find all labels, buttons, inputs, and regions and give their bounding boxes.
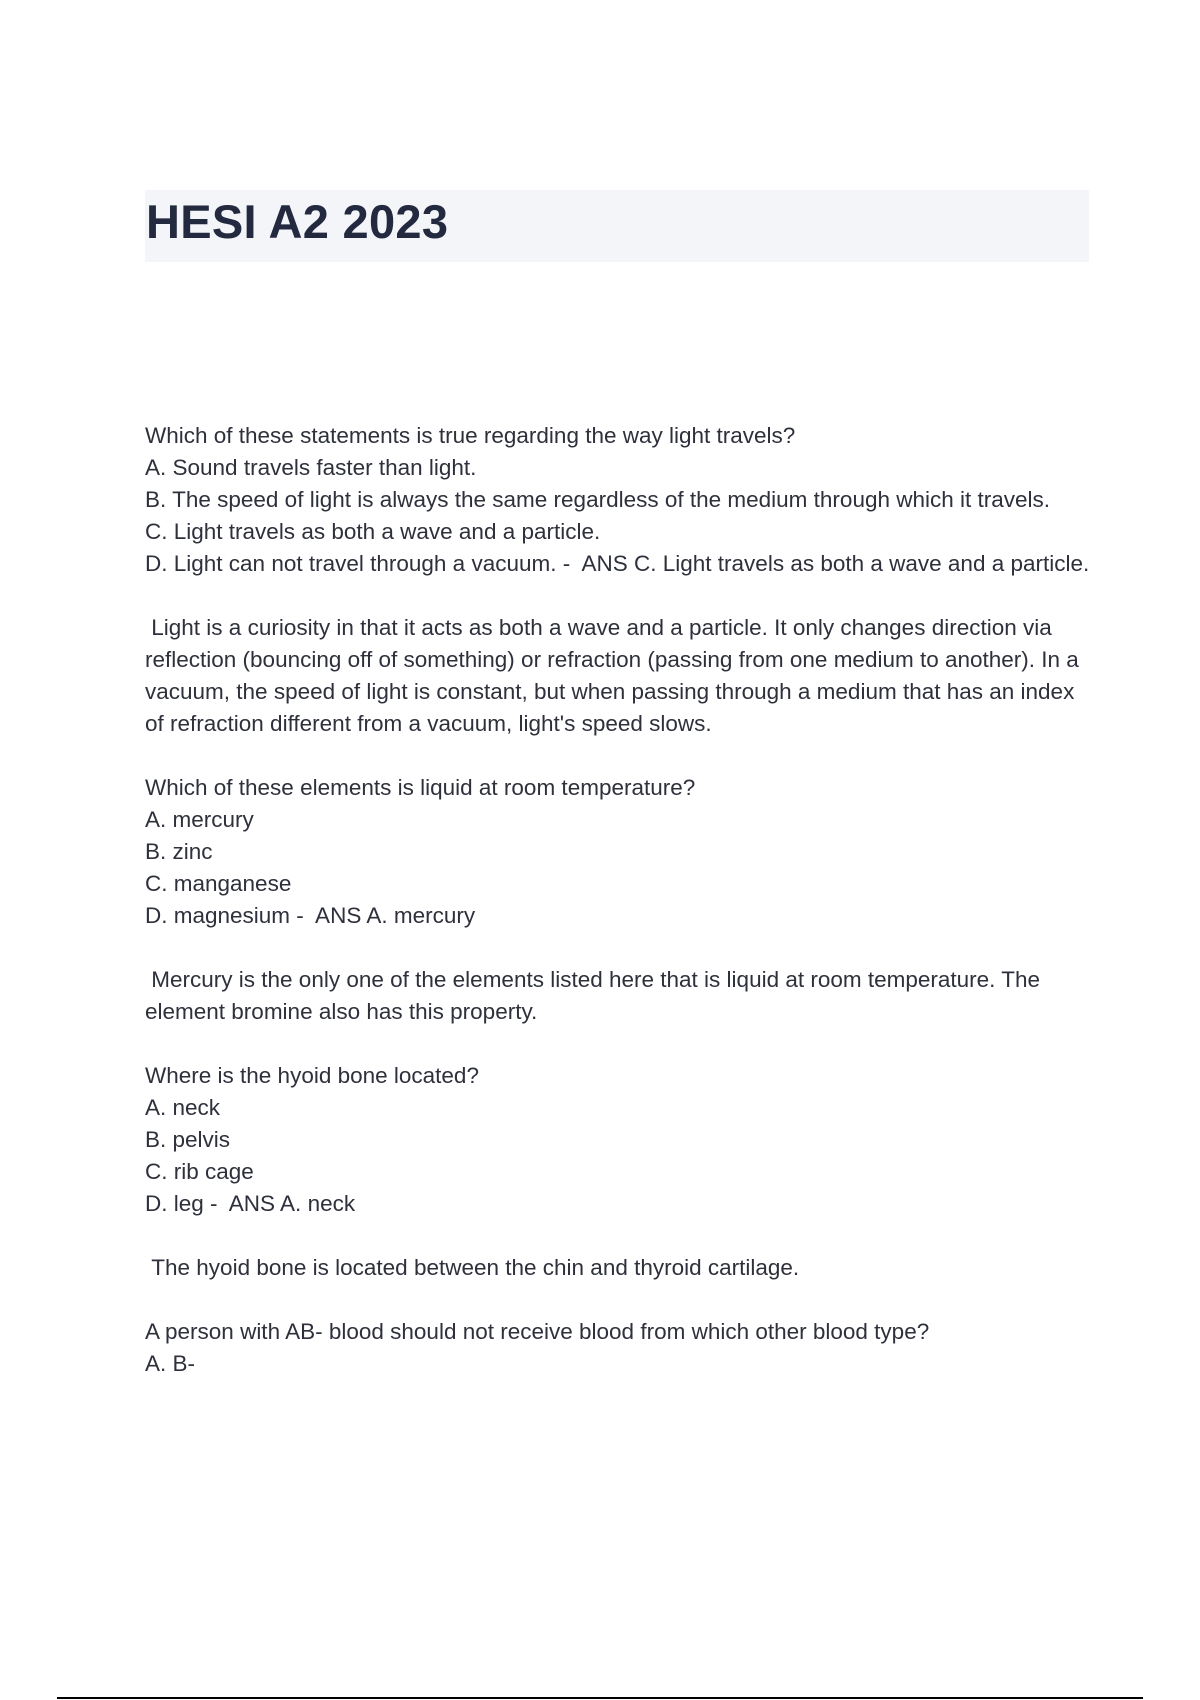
option-a: A. B- — [145, 1351, 196, 1376]
question-text: Which of these statements is true regarding the way light travels? — [145, 423, 796, 448]
option-b: B. zinc — [145, 839, 213, 864]
option-a: A. neck — [145, 1095, 221, 1120]
option-d-answer: D. Light can not travel through a vacuum. - ANS C. Light travels as both a wave and a particle. — [145, 551, 1090, 576]
option-d-answer: D. leg - ANS A. neck — [145, 1191, 356, 1216]
explanation-block-3 — [145, 1252, 1095, 1284]
option-c: C. manganese — [145, 871, 292, 896]
question-block-1 — [145, 420, 1095, 580]
explanation-text: The hyoid bone is located between the chin and thyroid cartilage. — [145, 1255, 800, 1280]
option-c: C. Light travels as both a wave and a particle. — [145, 519, 601, 544]
option-a: A. mercury — [145, 807, 254, 832]
explanation-block-1 — [145, 612, 1095, 740]
question-block-4 — [145, 1316, 1095, 1380]
explanation-block-2 — [145, 964, 1095, 1028]
explanation-text: Light is a curiosity in that it acts as both a wave and a particle. It only changes direction via reflection (bouncing off of something) or refraction (passing from one medium to another). In a vacuum, the speed of light is constant, but when passing through a medium that has an index of refraction different from a vacuum, light's speed slows. — [145, 615, 1086, 736]
document-body — [145, 420, 1095, 1412]
page-bottom-rule — [57, 1697, 1143, 1699]
option-b: B. pelvis — [145, 1127, 231, 1152]
question-text: A person with AB- blood should not receive blood from which other blood type? — [145, 1319, 930, 1344]
option-a: A. Sound travels faster than light. — [145, 455, 477, 480]
explanation-text: Mercury is the only one of the elements listed here that is liquid at room temperature. The element bromine also has this property. — [145, 967, 1047, 1024]
option-b: B. The speed of light is always the same regardless of the medium through which it travels. — [145, 487, 1051, 512]
document-title: HESI A2 2023 — [146, 195, 449, 248]
option-c: C. rib cage — [145, 1159, 254, 1184]
question-block-2 — [145, 772, 1095, 932]
option-d-answer: D. magnesium - ANS A. mercury — [145, 903, 476, 928]
question-text: Where is the hyoid bone located? — [145, 1063, 479, 1088]
question-block-3 — [145, 1060, 1095, 1220]
question-text: Which of these elements is liquid at room temperature? — [145, 775, 696, 800]
